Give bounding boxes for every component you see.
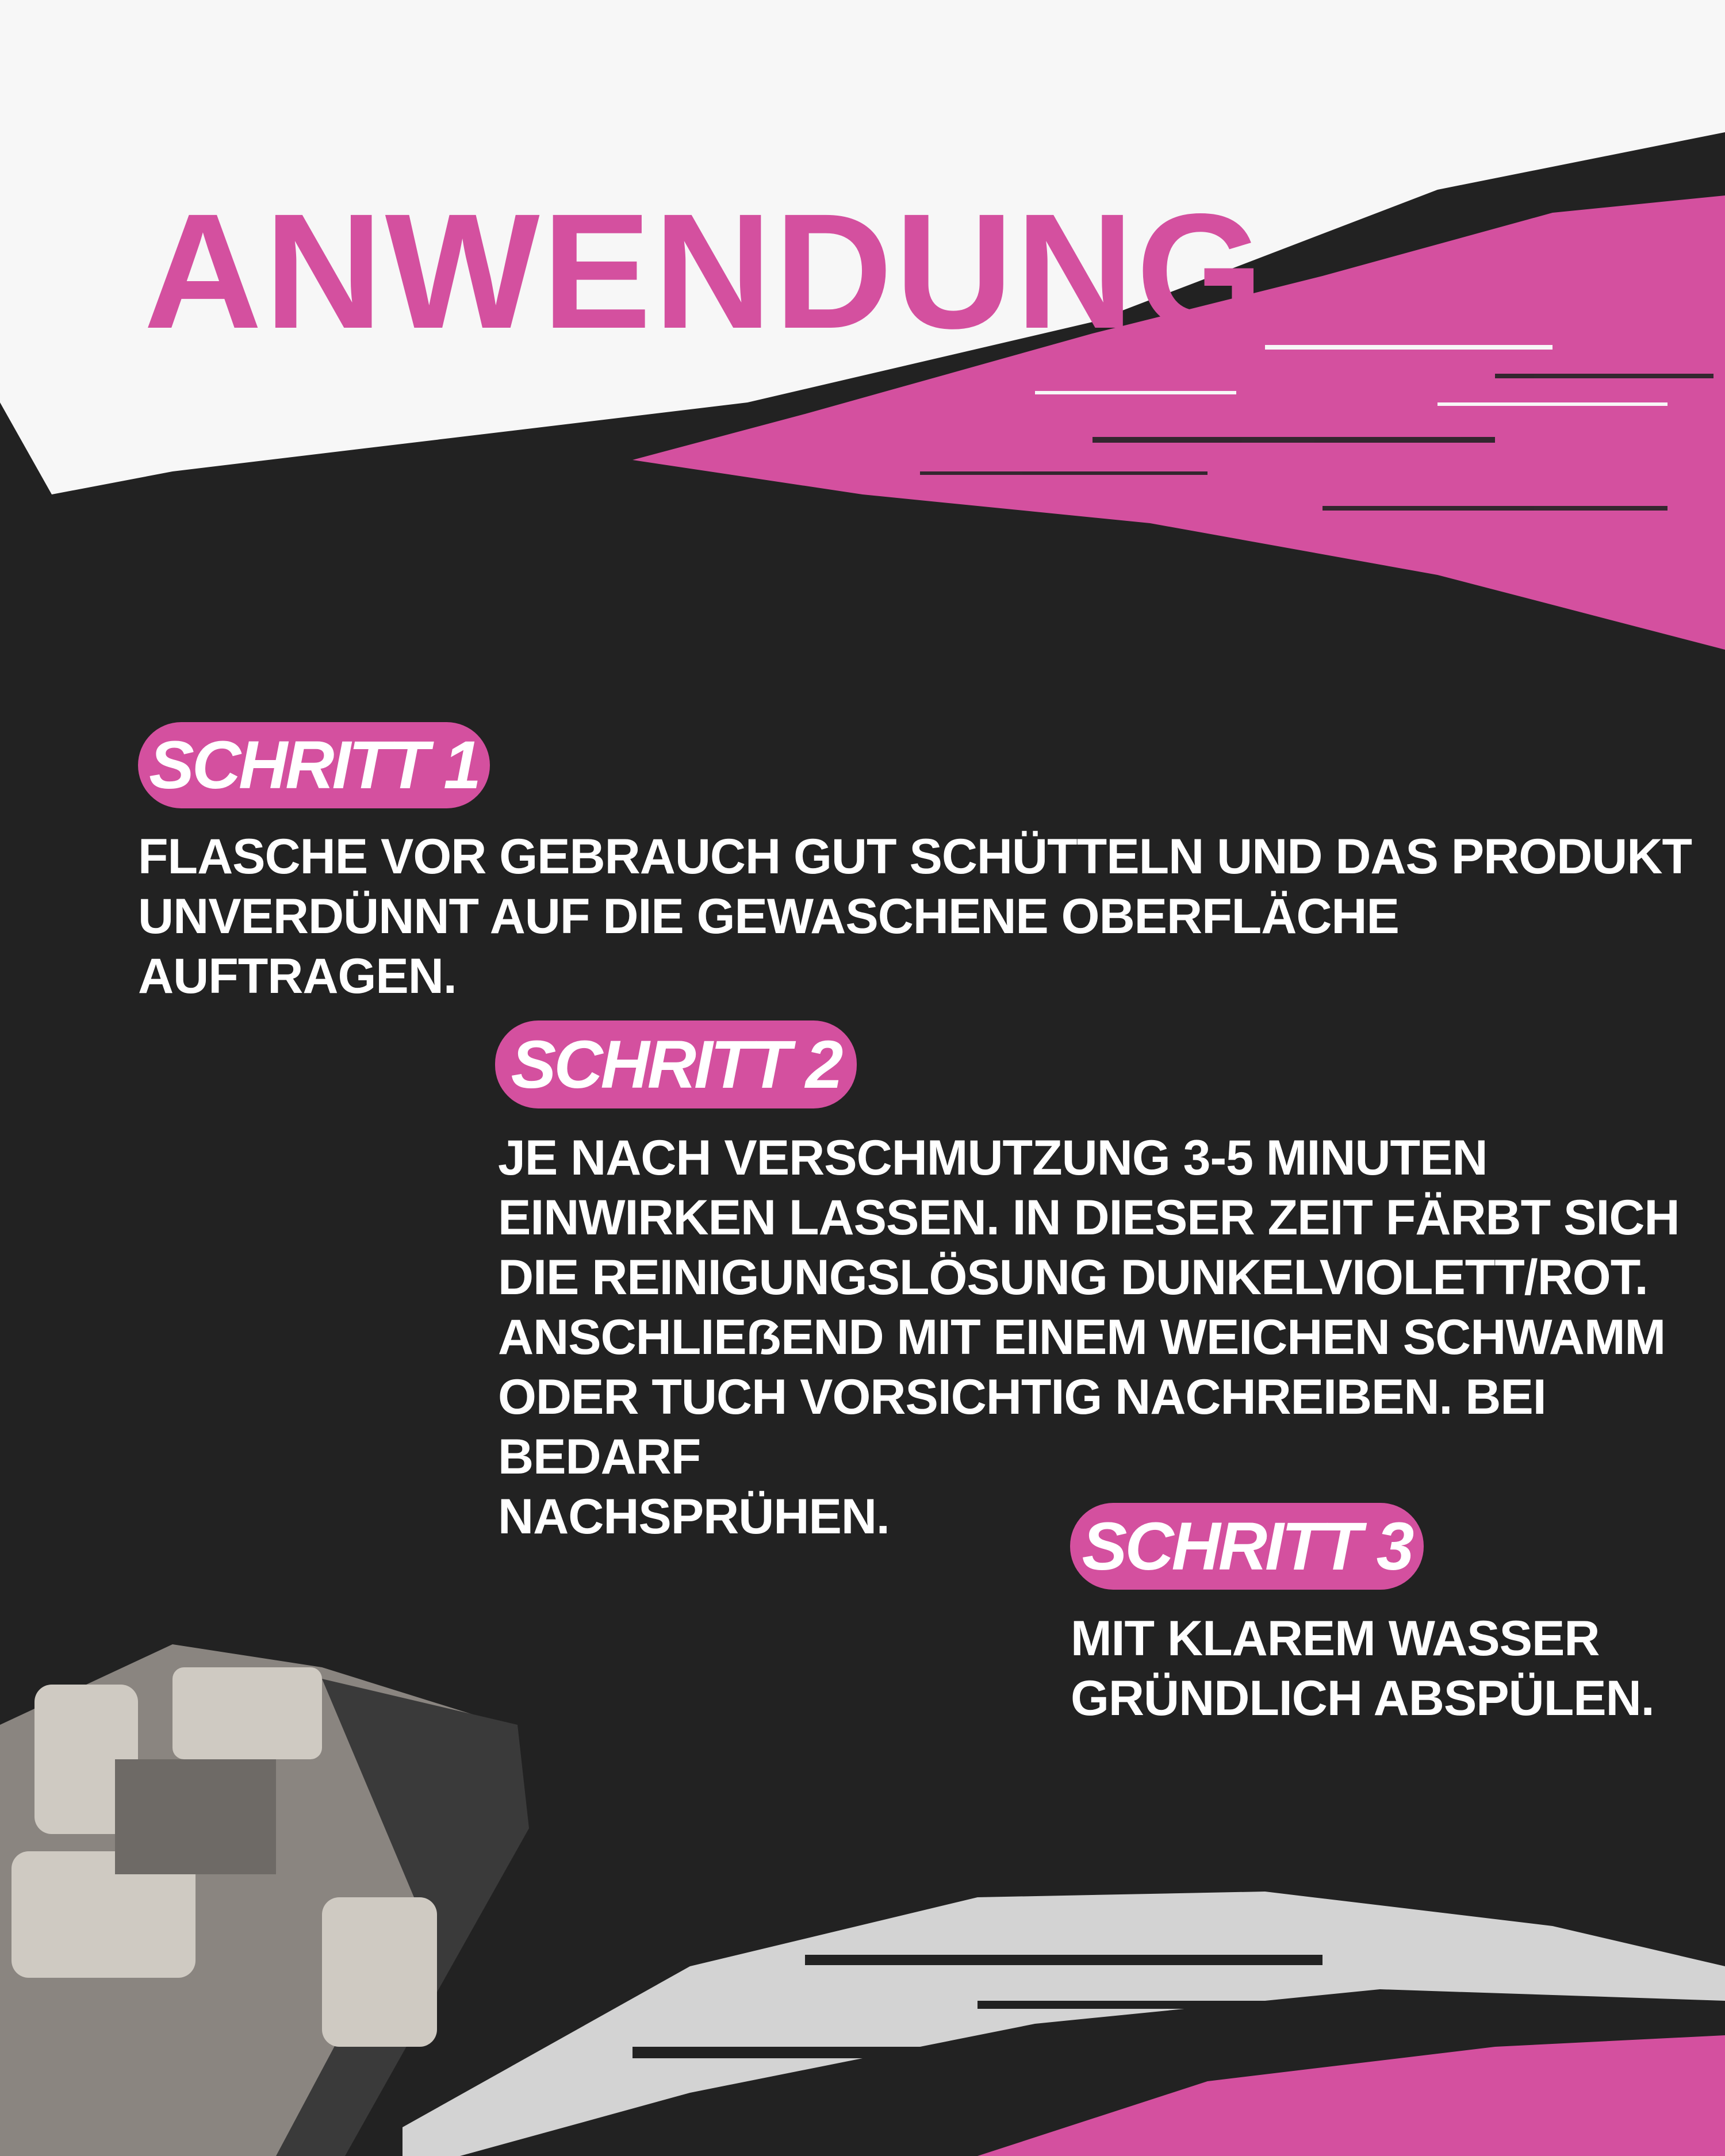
step-2-badge: SCHRITT 2: [495, 1021, 857, 1108]
page-title: ANWENDUNG: [144, 180, 1266, 363]
step-3-text: MIT KLAREM WASSER GRÜNDLICH ABSPÜLEN.: [1071, 1611, 1654, 1726]
step-3-badge: SCHRITT 3: [1070, 1503, 1424, 1590]
step-1-text: FLASCHE VOR GEBRAUCH GUT SCHÜTTELN UND DAS PRODUKT UNVERDÜNNT AUF DIE GEWASCHENE OBERFLÄCHE AUFTRAGEN.: [138, 829, 1692, 1004]
step-2-text: JE NACH VERSCHMUTZUNG 3-5 MINUTEN EINWIRKEN LASSEN. IN DIESER ZEIT FÄRBT SICH DIE REINIGUNGSLÖSUNG DUNKELVIOLETT/ROT. ANSCHLIEẞEND MIT EINEM WEICHEN SCHWAMM ODER TUCH VORSICHTIG NACHREIBEN. BEI BEDARF NACHSPRÜHEN.: [498, 1130, 1680, 1544]
differential-gear-icon: [0, 1644, 529, 2156]
step-1-badge: SCHRITT 1: [138, 722, 490, 808]
